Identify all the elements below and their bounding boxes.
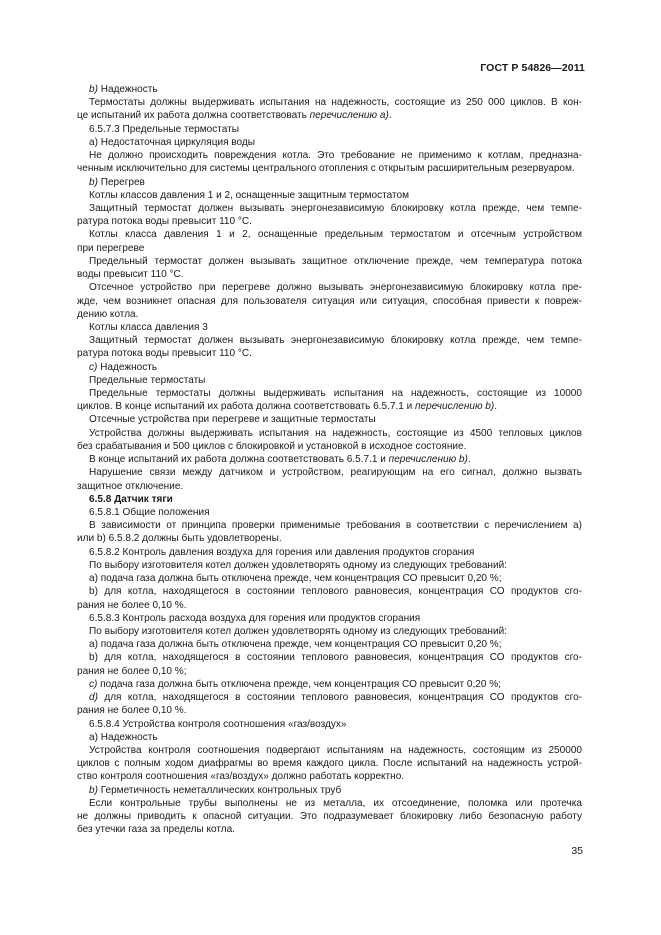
page-number: 35 (571, 845, 583, 857)
paragraph-line: Предельный термостат должен вызывать защитное отключение прежде, чем температура потока (89, 255, 582, 267)
paragraph-line: воды превысит 110 °С. (77, 269, 184, 281)
paragraph-line: Предельные термостаты должны выдерживать испытания на надежность, состоящие из 10000 (89, 388, 582, 400)
paragraph-line: циклов. В конце испытаний их работа должна соответствовать 6.5.7.1 и перечислению b). (77, 401, 498, 413)
paragraph-line: Предельные термостаты (89, 374, 206, 386)
paragraph-line: Отсечное устройство при перегреве должно вызывать энергонезависимую блокировку котла пре- (89, 282, 582, 294)
paragraph-line: а) подача газа должна быть отключена прежде, чем концентрация СО превысит 0,20 %; (89, 573, 502, 585)
paragraph-line: не должны приводить к опасной ситуации. Это подразумевает блокировку либо безопасную работу (77, 811, 582, 823)
paragraph-line: Отсечные устройства при перегреве и защитные термостаты (89, 414, 376, 426)
paragraph-line: рания не более 0,10 %. (77, 599, 187, 611)
paragraph-line: c) подача газа должна быть отключена прежде, чем концентрация СО превысит 0,20 %; (89, 678, 501, 690)
paragraph-line: дению котла. (77, 308, 139, 320)
paragraph-line: Устройства должны выдерживать испытания на надежность, состоящие из 4500 тепловых циклов (89, 427, 582, 439)
paragraph-line: Защитный термостат должен вызывать энергонезависимую блокировку котла прежде, чем темпе- (89, 335, 582, 347)
paragraph-line: Защитный термостат должен вызывать энергонезависимую блокировку котла прежде, чем темпе- (89, 202, 582, 214)
paragraph-line: ство контроля соотношения «газ/воздух» должно работать корректно. (77, 771, 405, 783)
paragraph-line: при перегреве (77, 242, 145, 254)
paragraph-line: без утечки газа за пределы котла. (77, 824, 235, 836)
paragraph-line: Котлы класса давления 1 и 2, оснащенные предельным термостатом и отсечным устройством (89, 229, 582, 241)
paragraph-line: рания не более 0,10 %; (77, 665, 187, 677)
paragraph-line: По выбору изготовителя котел должен удовлетворять одному из следующих требований: (89, 559, 507, 571)
paragraph-line: b) Перегрев (89, 176, 145, 188)
paragraph-line: а) Надежность (89, 731, 158, 743)
paragraph-line: а) Недостаточная циркуляция воды (89, 136, 255, 148)
paragraph-line: циклов с полным ходом диафрагмы во время каждого цикла. После испытаний на надежность устрой- (77, 758, 582, 770)
paragraph-line: b) Герметичность неметаллических контрольных труб (89, 784, 342, 796)
paragraph-line: В зависимости от принципа проверки применимые требования в соответствии с перечислением а) (89, 520, 582, 532)
paragraph-line: b) для котла, находящегося в состоянии теплового равновесия, концентрация СО продуктов сго- (89, 586, 582, 598)
paragraph-line: b) для котла, находящегося в состоянии теплового равновесия, концентрация СО продуктов сго- (89, 652, 582, 664)
paragraph-line: рания не более 0,10 %. (77, 705, 187, 717)
paragraph-line: d) для котла, находящегося в состоянии теплового равновесия, концентрация СО продуктов сго- (89, 692, 582, 704)
paragraph-line: 6.5.8.3 Контроль расхода воздуха для горения или продуктов сгорания (89, 612, 421, 624)
paragraph-line: Котлы класса давления 3 (89, 321, 208, 333)
paragraph-line: В конце испытаний их работа должна соответствовать 6.5.7.1 и перечислению b). (89, 454, 471, 466)
paragraph-line: 6.5.8.4 Устройства контроля соотношения «газ/воздух» (89, 718, 347, 730)
paragraph-line: 6.5.8.2 Контроль давления воздуха для горения или давления продуктов сгорания (89, 546, 475, 558)
paragraph-line: ратура потока воды превысит 110 °С. (77, 348, 252, 360)
paragraph-line: а) подача газа должна быть отключена прежде, чем концентрация СО превысит 0,20 %; (89, 639, 502, 651)
paragraph-line: Нарушение связи между датчиком и устройством, реагирующим на его сигнал, должно вызвать (89, 467, 582, 479)
paragraph-line: 6.5.8 Датчик тяги (89, 493, 173, 505)
paragraph-line: Котлы классов давления 1 и 2, оснащенные защитным термостатом (89, 189, 410, 201)
paragraph-line: защитное отключение. (77, 480, 184, 492)
paragraph-line: ратура потока воды превысит 110 °С. (77, 216, 252, 228)
standard-header: ГОСТ Р 54826—2011 (480, 62, 585, 74)
paragraph-line: ченным исключительно для системы центрального отопления с открытым расширительным резервуаром. (77, 163, 575, 175)
paragraph-line: c) Надежность (89, 361, 158, 373)
paragraph-line: жде, чем возникнет опасная для пользователя ситуация или ситуация, способная привести к повреж- (77, 295, 582, 307)
document-body (75, 83, 582, 836)
paragraph-line: без срабатывания и 500 циклов с блокировкой и установкой в исходное состояние. (77, 440, 467, 452)
paragraph-line: Устройства контроля соотношения подвергают испытаниям на надежность, состоящим из 250000 (89, 744, 582, 756)
paragraph-line: 6.5.8.1 Общие положения (89, 507, 210, 518)
paragraph-line: Не должно происходить повреждения котла. Это требование не применимо к котлам, предназна- (89, 150, 582, 162)
paragraph-line: Если контрольные трубы выполнены не из металла, их отсоединение, поломка или протечка (89, 797, 582, 809)
paragraph-line: b) Надежность (89, 84, 158, 95)
paragraph-line: или b) 6.5.8.2 должны быть удовлетворены. (77, 533, 282, 545)
paragraph-line: Термостаты должны выдерживать испытания на надежность, состоящие из 250 000 циклов. В кон- (89, 97, 582, 109)
paragraph-line: це испытаний их работа должна соответствовать перечислению а). (77, 110, 392, 122)
paragraph-line: По выбору изготовителя котел должен удовлетворять одному из следующих требований: (89, 625, 507, 637)
paragraph-line: 6.5.7.3 Предельные термостаты (89, 123, 239, 135)
